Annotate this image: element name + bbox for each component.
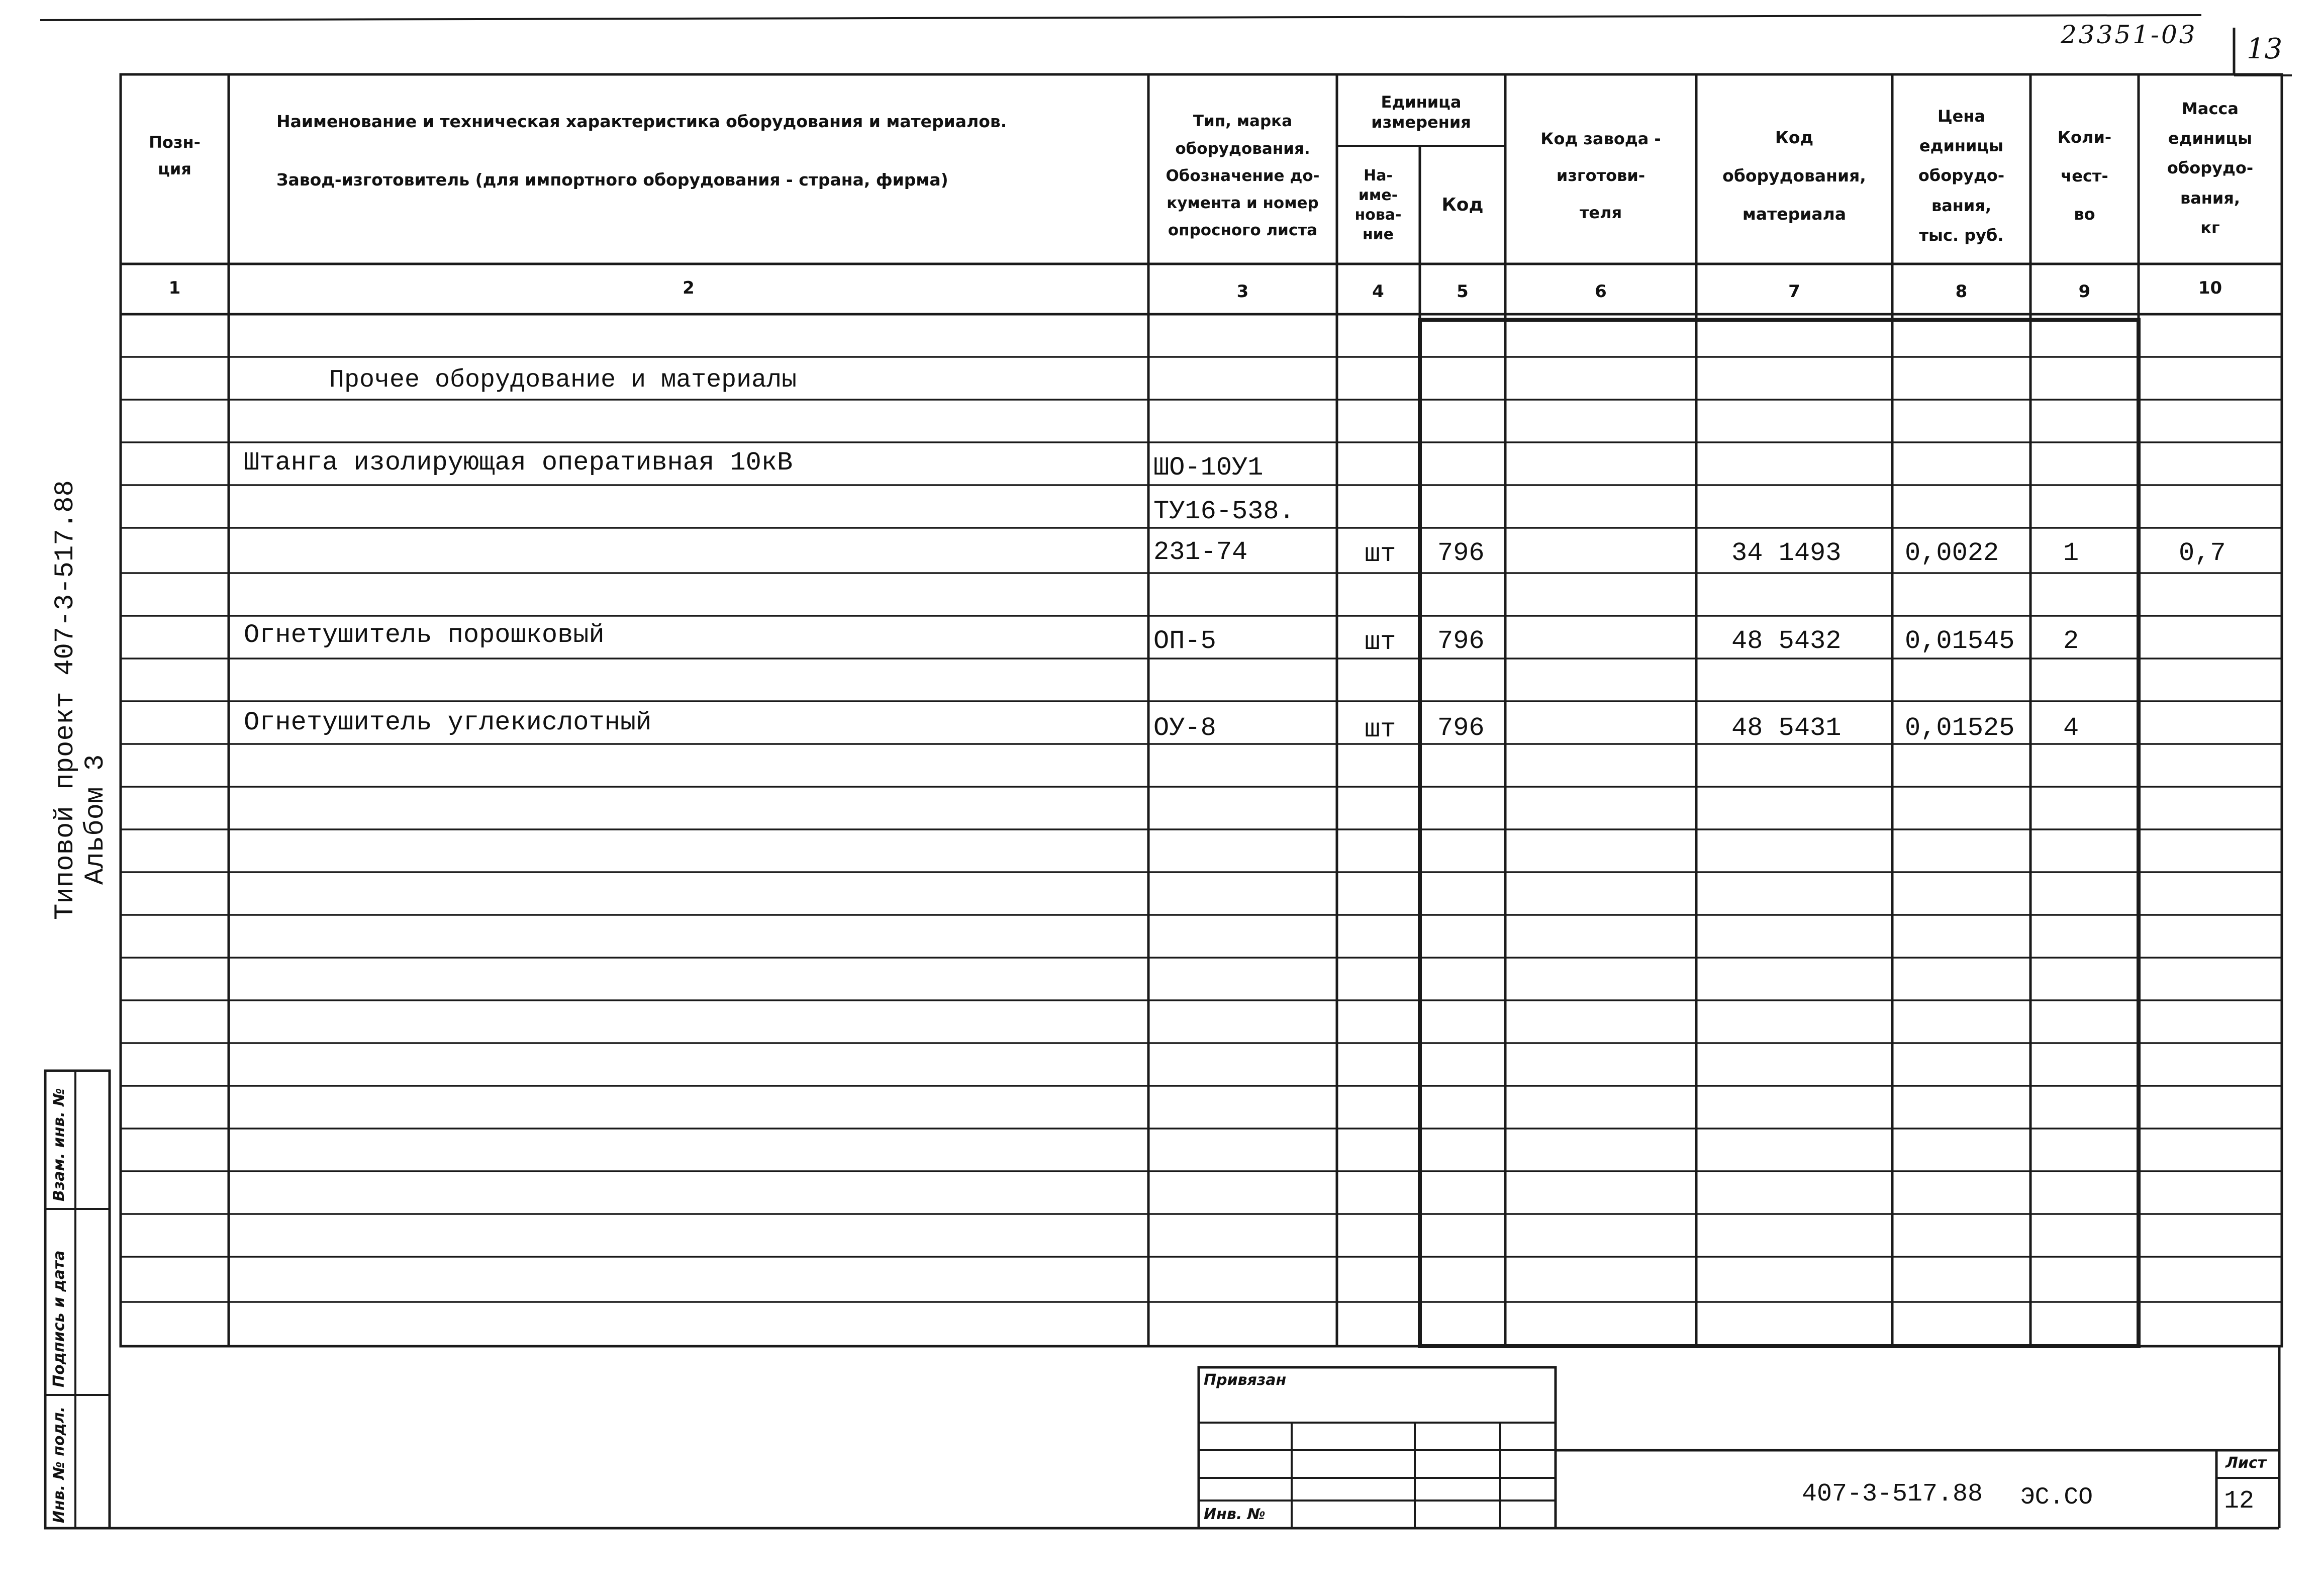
stamp-inv-original: Инв. № подл. (50, 1406, 68, 1523)
item3-name: Огнетушитель углекислотный (244, 708, 652, 737)
drawing-number: 23351-03 (2061, 20, 2197, 49)
stamp-replaced-inv: Взам. инв. № (50, 1088, 68, 1201)
item1-mass: 0,7 (2179, 538, 2226, 568)
header-manufacturer-code: Код завода - изготови- теля (1540, 129, 1661, 222)
item1-quantity: 1 (2063, 538, 2079, 568)
header-name-line2: Завод-изготовитель (для импортного оборудования - страна, фирма) (276, 169, 948, 190)
header-unit-name: На- име- нова- ние (1354, 166, 1402, 243)
header-name (236, 108, 1141, 194)
column-number-4: 4 (1372, 282, 1384, 302)
column-number-10: 10 (2198, 278, 2222, 298)
column-number-1: 1 (168, 278, 181, 298)
column-number-2: 2 (683, 278, 695, 298)
item1-type-line1: ШО-10У1 (1153, 453, 1264, 483)
item3-type: ОУ-8 (1153, 713, 1216, 743)
item3-quantity: 4 (2063, 713, 2079, 743)
item1-name: Штанга изолирующая оперативная 10кВ (244, 448, 793, 478)
header-quantity: Коли- чест- во (2057, 127, 2112, 224)
header-type: Тип, марка оборудования. Обозначение до- кумента и номер опросного листа (1166, 112, 1320, 240)
header-unit-group: Единица измерения (1371, 92, 1471, 132)
document-suffix: ЭС.СО (2020, 1484, 2093, 1511)
side-title-project: Типовой проект 407-3-517.88 (50, 480, 81, 920)
header-price: Цена единицы оборудо- вания, тыс. руб. (1918, 107, 2005, 245)
item2-price: 0,01545 (1905, 626, 2015, 656)
privyazan-label: Привязан (1204, 1371, 1287, 1389)
header-position: Позн- ция (149, 133, 201, 178)
item1-unit-code: 796 (1437, 538, 1485, 568)
header-equipment-code: Код оборудования, материала (1722, 128, 1866, 224)
header-name-line1: Наименование и техническая характеристика оборудования и материалов. (276, 112, 1007, 131)
inv-number-label: Инв. № (1204, 1506, 1266, 1523)
sheet-number: 12 (2224, 1487, 2255, 1516)
column-number-7: 7 (1788, 282, 1800, 302)
page-number: 13 (2247, 33, 2283, 65)
item1-type-line3: 231-74 (1153, 537, 1248, 567)
item2-code: 48 5432 (1731, 626, 1842, 656)
sheet-label: Лист (2225, 1454, 2267, 1472)
column-number-3: 3 (1236, 282, 1249, 302)
column-number-8: 8 (1955, 282, 1968, 302)
item1-code: 34 1493 (1731, 538, 1842, 568)
item1-price: 0,0022 (1905, 538, 1999, 568)
item1-unit: шт (1365, 539, 1396, 569)
column-number-5: 5 (1457, 282, 1469, 302)
section-title: Прочее оборудование и материалы (329, 366, 797, 395)
header-unit-code: Код (1441, 194, 1484, 215)
item2-name: Огнетушитель порошковый (244, 620, 605, 650)
item3-code: 48 5431 (1731, 713, 1842, 743)
item2-unit: шт (1365, 627, 1396, 657)
document-code: 407-3-517.88 (1802, 1480, 1983, 1509)
item2-type: ОП-5 (1153, 626, 1216, 656)
item1-type-line2: ТУ16-538. (1153, 497, 1295, 526)
side-title-album: Альбом 3 (80, 754, 111, 885)
item2-unit-code: 796 (1437, 626, 1485, 656)
item3-unit-code: 796 (1437, 713, 1485, 743)
stamp-signature-date: Подпись и дата (50, 1250, 68, 1387)
item3-price: 0,01525 (1905, 713, 2015, 743)
header-mass: Масса единицы оборудо- вания, кг (2167, 99, 2254, 237)
item2-quantity: 2 (2063, 626, 2079, 656)
column-number-9: 9 (2078, 282, 2091, 302)
column-number-6: 6 (1595, 282, 1607, 302)
item3-unit: шт (1365, 715, 1396, 744)
